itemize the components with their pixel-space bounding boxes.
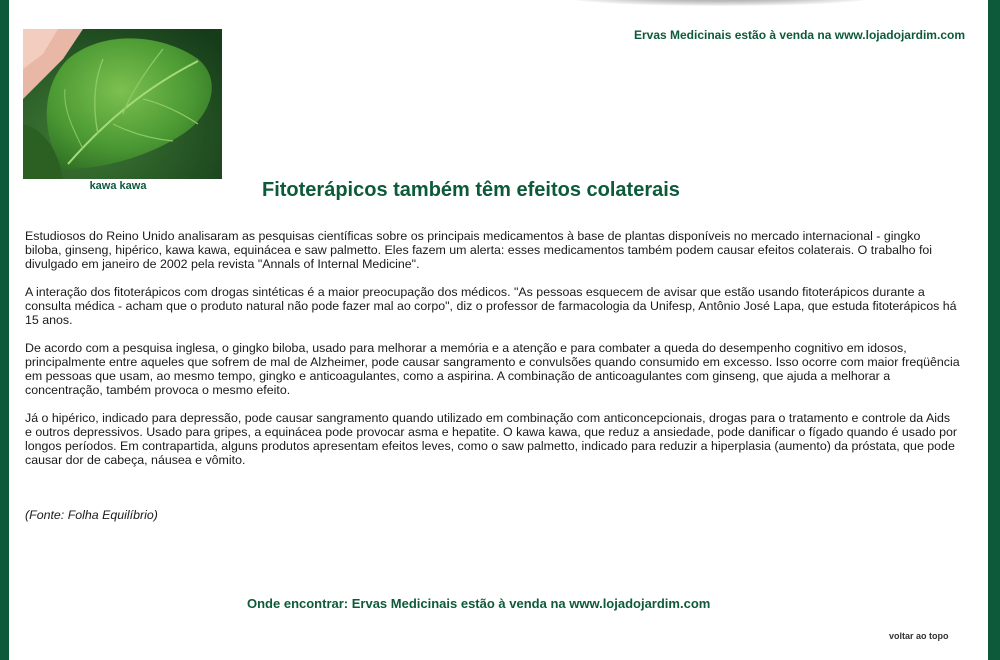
footer-where-to-find-link[interactable]: Onde encontrar: Ervas Medicinais estão à venda na www.lojadojardim.com (247, 596, 711, 611)
page-title: Fitoterápicos também têm efeitos colaterais (262, 179, 680, 201)
article-paragraph: De acordo com a pesquisa inglesa, o gingko biloba, usado para melhorar a memória e a atenção e para combater a queda do desempenho cognitivo em idosos, principalmente entre aqueles que sofrem de mal de Alzheimer, pode causar sangramento e convulsões quando consumido em excesso. Isso ocorre com maior freqüência em pessoas que usam, ao mesmo tempo, gingko e anticoagulantes, como a aspirina. A combinação de anticoagulantes com ginseng, que ajuda a melhorar a concentração, também provoca o mesmo efeito. (25, 341, 960, 397)
article-paragraph: A interação dos fitoterápicos com drogas sintéticas é a maior preocupação dos médicos. "As pessoas esquecem de avisar que estão usando fitoterápicos durante a consulta médica - acham que o produto natural não pode fazer mal ao corpo", diz o professor de farmacologia da Unifesp, Antônio José Lapa, que estuda fitoterápicos há 15 anos. (25, 285, 957, 327)
left-border-bar (0, 0, 9, 660)
kawa-kawa-photo (23, 29, 222, 179)
right-border-bar (988, 0, 1000, 660)
article-paragraph: Já o hipérico, indicado para depressão, pode causar sangramento quando utilizado em combinação com anticoncepcionais, drogas para o tratamento e controle da Aids e outros depressivos. Usado para gripes, a equinácea pode provocar asma e hepatite. O kawa kawa, que reduz a ansiedade, pode danificar o fígado quando é usado por longos períodos. Em contrapartida, alguns produtos apresentam efeitos leves, como o saw palmetto, indicado para reduzir a hiperplasia (aumento) da próstata, que pode causar dor de cabeça, náusea e vômito. (25, 411, 957, 467)
article-body (25, 229, 960, 481)
leaf-image (23, 29, 222, 179)
article-paragraph: Estudiosos do Reino Unido analisaram as pesquisas científicas sobre os principais medicamentos à base de plantas disponíveis no mercado internacional - gingko biloba, ginseng, hipérico, kawa kawa, equinácea e saw palmetto. Eles fazem um alerta: esses medicamentos também podem causar efeitos colaterais. O trabalho foi divulgado em janeiro de 2002 pela revista "Annals of Internal Medicine". (25, 229, 933, 271)
article-source: (Fonte: Folha Equilíbrio) (25, 508, 158, 522)
back-to-top-link[interactable]: voltar ao topo (889, 631, 949, 641)
top-shadow-decoration (560, 0, 880, 6)
header-shop-link[interactable]: Ervas Medicinais estão à venda na www.lojadojardim.com (633, 28, 965, 42)
photo-caption: kawa kawa (89, 180, 147, 192)
